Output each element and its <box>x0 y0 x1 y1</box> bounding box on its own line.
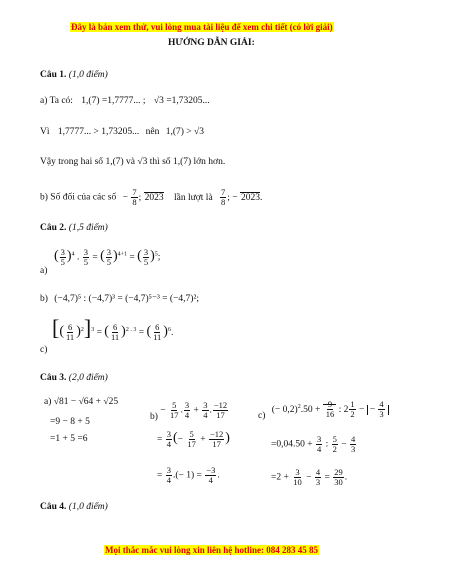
part-label: a) <box>40 266 48 276</box>
question-number: Câu 4. <box>40 502 67 512</box>
part-label: a) <box>44 397 52 407</box>
text-label: Vậy trong hai số <box>40 157 104 167</box>
math-expression: 1,(7) <box>105 157 124 167</box>
part-label: c) <box>40 345 48 355</box>
q3c-line3: =2 + $\frac{3}{10}$ − $\frac{4}{3}$ = $\frac{29}{30}$ . <box>271 467 348 487</box>
question-number: Câu 1. <box>40 70 67 80</box>
math-expression: (−4,7)⁵ : (−4,7)³ = (−4,7)⁵⁻³ = (−4,7)² <box>54 294 197 304</box>
text-label: lớn hơn. <box>193 157 226 167</box>
question-points: (1,5 điểm) <box>68 223 108 233</box>
question-2-heading <box>40 223 108 233</box>
part-label: b) Số đối của các số <box>40 192 117 203</box>
q1-vi-line <box>40 127 204 137</box>
text-label: thì số <box>149 157 171 167</box>
q3b-line1: b) − $\frac{5}{17}$ . $\frac{3}{4}$ + $\frac{3}{4}$ . $\frac{-12}{17}$ <box>150 400 228 422</box>
math-expression: √81 − √64 + √25 <box>53 397 119 407</box>
question-number: Câu 2. <box>40 223 67 233</box>
text-label: và <box>126 157 135 167</box>
q3a-line1 <box>44 397 118 407</box>
text-label: Vì <box>40 127 50 137</box>
math-expression: − $\frac{7}{8}$ ; 2023 <box>122 187 164 207</box>
question-points: (1,0 điểm) <box>68 502 108 512</box>
text-label: lần lượt là <box>174 192 213 203</box>
question-points: (1,0 điểm) <box>68 70 108 80</box>
question-1-heading <box>40 70 108 80</box>
math-expression: ( $\frac{3}{5}$ )$^4$ . $\frac{3}{5}$ = ( $\frac{3}{5}$ )$^{4+1}$ = ( $\frac{3}{5}$ )$^5$; <box>54 247 161 267</box>
part-label: c) <box>258 410 266 421</box>
q3c-line2: =0,04.50 + $\frac{3}{4}$ : $\frac{5}{2}$ − $\frac{4}{3}$ <box>271 434 356 454</box>
hotline-footer: Mọi thắc mắc vui lòng xin liên hệ hotline: 084 283 45 85 <box>105 545 319 555</box>
math-expression: $\frac{7}{8}$ ; − 2023. <box>221 187 263 207</box>
math-expression: 1,7777... > 1,73205... <box>57 127 140 137</box>
q3a-line2: =9 − 8 + 5 <box>50 417 90 427</box>
q3b-line2: = $\frac{3}{4}$ (− $\frac{5}{17}$ + $\frac{-12}{17}$ ) <box>157 429 230 449</box>
preview-notice: Đây là bản xem thử, vui lòng mua tài liệu để xem chi tiết (có lời giải) <box>71 22 333 32</box>
math-expression: 1,(7) <box>172 157 192 167</box>
math-expression: [( $\frac{6}{11}$ )$^2$]$^3$ = ( $\frac{6}{11}$ )$^{2 . 3}$ = ( $\frac{6}{11}$ )$^6$. <box>52 315 174 343</box>
q1-part-b <box>40 188 262 207</box>
text-label: nên <box>145 127 160 137</box>
q1-part-a <box>40 96 210 106</box>
page-title: HƯỚNG DẪN GIẢI: <box>168 38 255 48</box>
part-label: b) <box>150 411 158 422</box>
q3b-line3: = $\frac{3}{4}$ .(− 1) = $\frac{-3}{4}$ . <box>157 465 220 485</box>
separator: ; <box>142 96 146 106</box>
part-label: a) Ta có: <box>40 96 73 106</box>
question-number: Câu 3. <box>40 373 67 383</box>
part-label: b) <box>40 294 48 304</box>
q1-conclusion <box>40 157 225 167</box>
math-expression: 1,(7) > √3 <box>165 127 204 137</box>
math-expression: √3 =1,73205... <box>153 96 210 106</box>
q2-part-b: b) (−4,7)⁵ : (−4,7)³ = (−4,7)⁵⁻³ = (−4,7)²; <box>40 294 199 304</box>
math-expression: 1,(7) =1,7777... <box>81 96 141 106</box>
question-points: (2,0 điểm) <box>68 373 108 383</box>
question-4-heading <box>40 502 108 512</box>
question-3-heading <box>40 373 108 383</box>
q3a-line3: =1 + 5 =6 <box>50 434 88 444</box>
math-expression: √3 <box>137 157 148 167</box>
q3c-line1: c) (− 0,2)$^2$.50 + $\frac{9}{16}$ : 2 $\frac{1}{2}$ − − $\frac{4}{3}$ <box>258 400 389 419</box>
